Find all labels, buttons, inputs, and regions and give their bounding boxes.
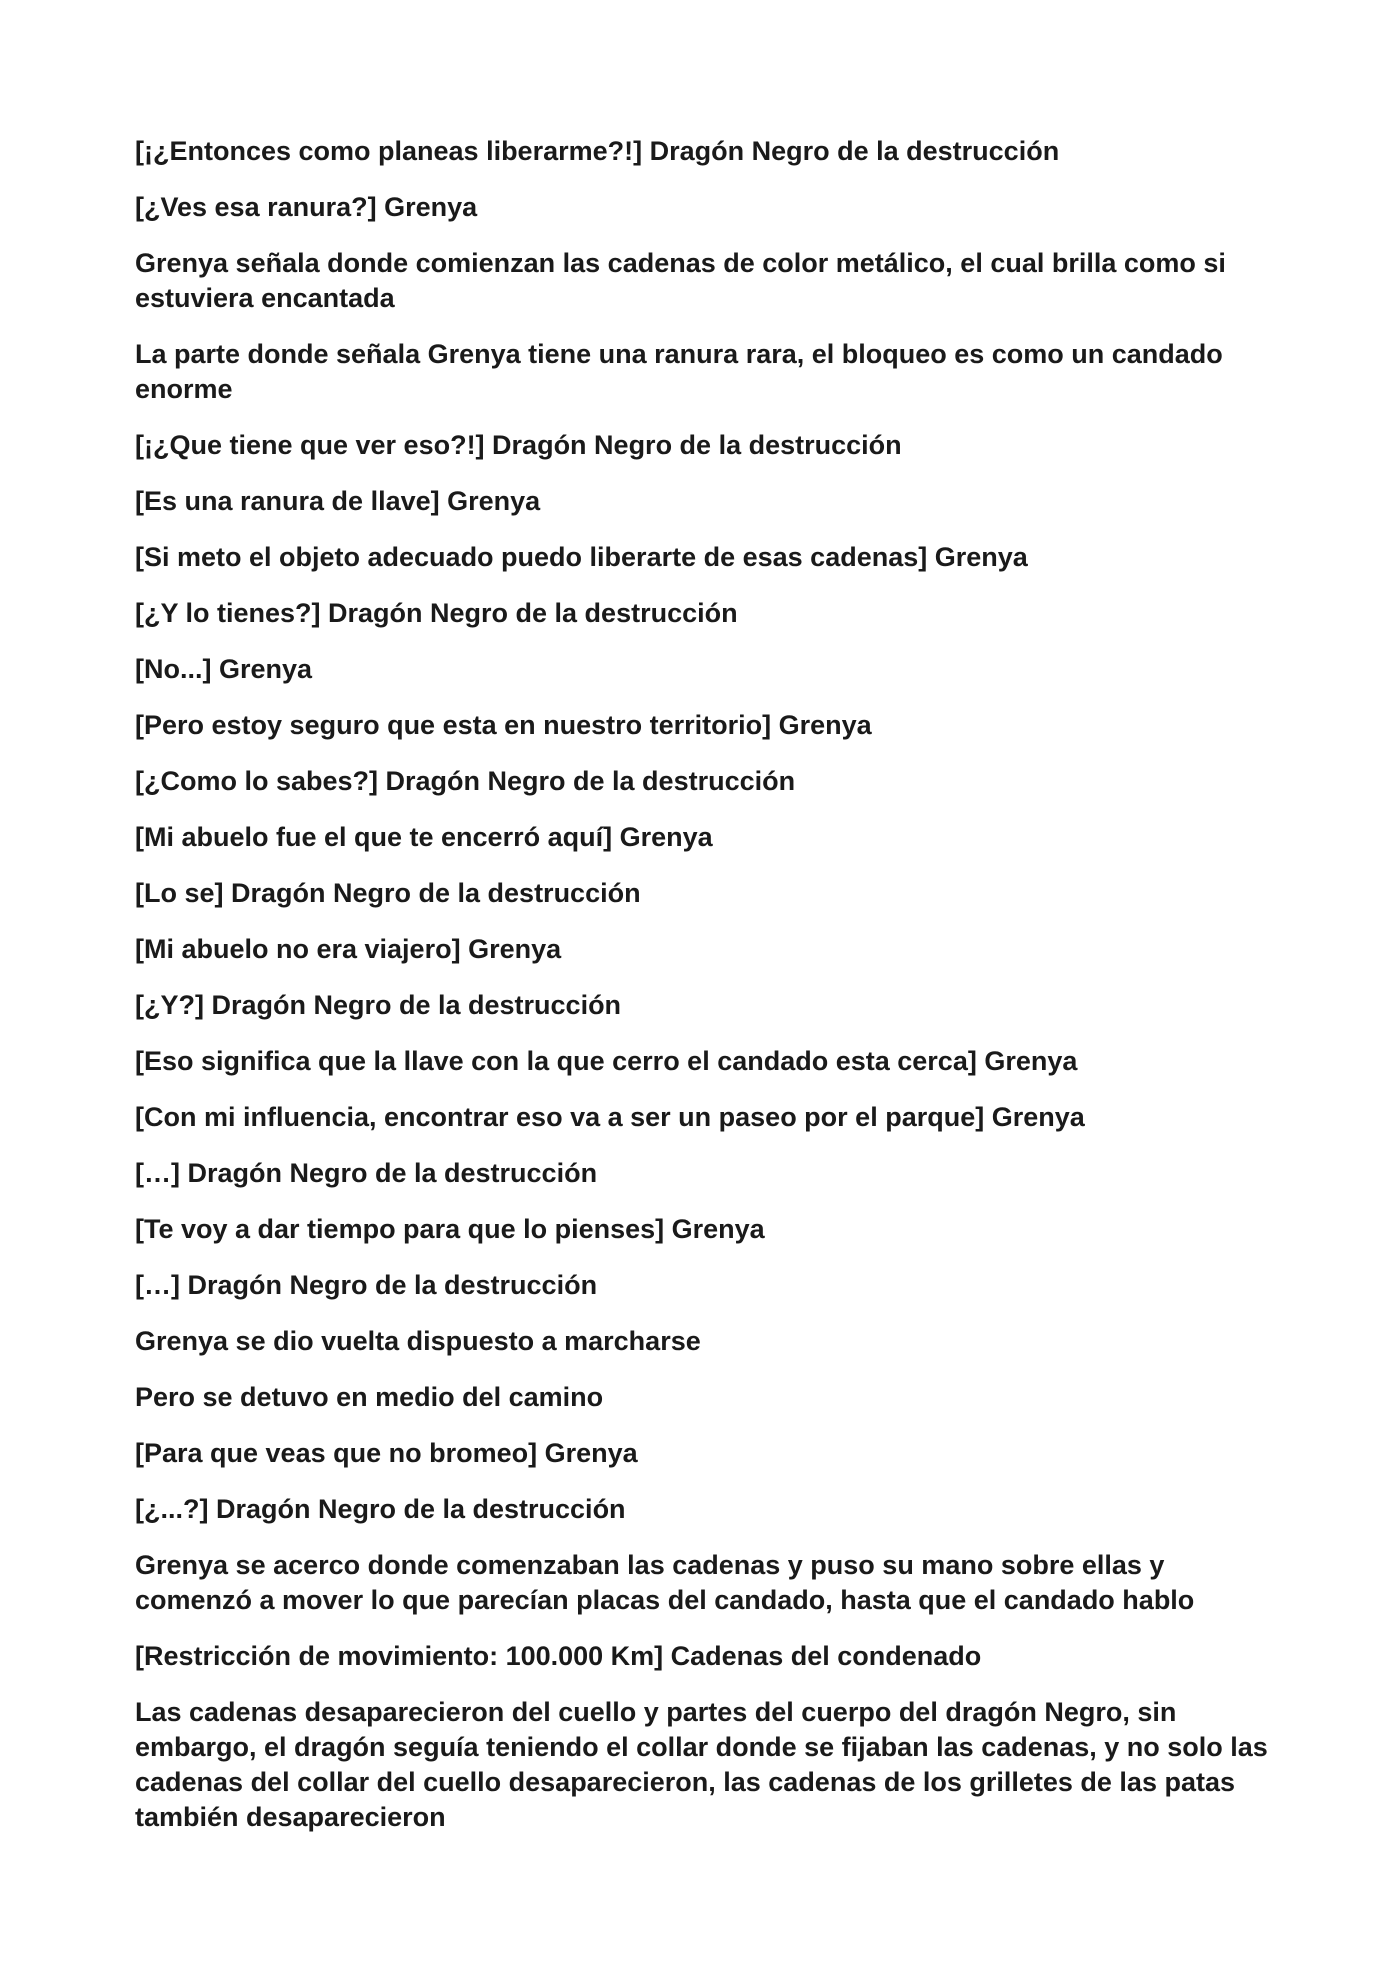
paragraph: [¿Y lo tienes?] Dragón Negro de la destrucción (135, 598, 738, 628)
paragraph: Pero se detuvo en medio del camino (135, 1382, 604, 1412)
paragraph: Las cadenas desaparecieron del cuello y partes del cuerpo del dragón Negro, sin embargo, el dragón seguía teniendo el collar donde se fijaban las cadenas, y no solo las cadenas del collar del cuello desaparecieron, las cadenas de los grilletes de las patas también desaparecieron (135, 1697, 1268, 1832)
paragraph: [¿...?] Dragón Negro de la destrucción (135, 1494, 626, 1524)
paragraph: [Con mi influencia, encontrar eso va a ser un paseo por el parque] Grenya (135, 1102, 1085, 1132)
paragraph: [Si meto el objeto adecuado puedo liberarte de esas cadenas] Grenya (135, 542, 1028, 572)
paragraph: Grenya se acerco donde comenzaban las cadenas y puso su mano sobre ellas y comenzó a mover lo que parecían placas del candado, hasta que el candado hablo (135, 1550, 1195, 1615)
paragraph: [¡¿Entonces como planeas liberarme?!] Dragón Negro de la destrucción (135, 136, 1060, 166)
paragraph: [¿Y?] Dragón Negro de la destrucción (135, 990, 622, 1020)
paragraph: [¡¿Que tiene que ver eso?!] Dragón Negro de la destrucción (135, 430, 902, 460)
paragraph: [Restricción de movimiento: 100.000 Km] Cadenas del condenado (135, 1641, 982, 1671)
paragraph: [Pero estoy seguro que esta en nuestro territorio] Grenya (135, 710, 872, 740)
paragraph: Grenya se dio vuelta dispuesto a marcharse (135, 1326, 701, 1356)
paragraph: [No...] Grenya (135, 654, 313, 684)
paragraph: La parte donde señala Grenya tiene una ranura rara, el bloqueo es como un candado enorme (135, 339, 1223, 404)
paragraph: [Mi abuelo no era viajero] Grenya (135, 934, 562, 964)
paragraph: [Eso significa que la llave con la que cerro el candado esta cerca] Grenya (135, 1046, 1078, 1076)
paragraph: [Lo se] Dragón Negro de la destrucción (135, 878, 641, 908)
paragraph: [Te voy a dar tiempo para que lo pienses] Grenya (135, 1214, 765, 1244)
paragraph: Grenya señala donde comienzan las cadenas de color metálico, el cual brilla como si estuviera encantada (135, 248, 1226, 313)
paragraph: [Es una ranura de llave] Grenya (135, 486, 541, 516)
paragraph: [Mi abuelo fue el que te encerró aquí] Grenya (135, 822, 713, 852)
paragraph: […] Dragón Negro de la destrucción (135, 1270, 598, 1300)
paragraph: [Para que veas que no bromeo] Grenya (135, 1438, 638, 1468)
paragraph: […] Dragón Negro de la destrucción (135, 1158, 598, 1188)
paragraph: [¿Ves esa ranura?] Grenya (135, 192, 478, 222)
paragraph: [¿Como lo sabes?] Dragón Negro de la destrucción (135, 766, 796, 796)
